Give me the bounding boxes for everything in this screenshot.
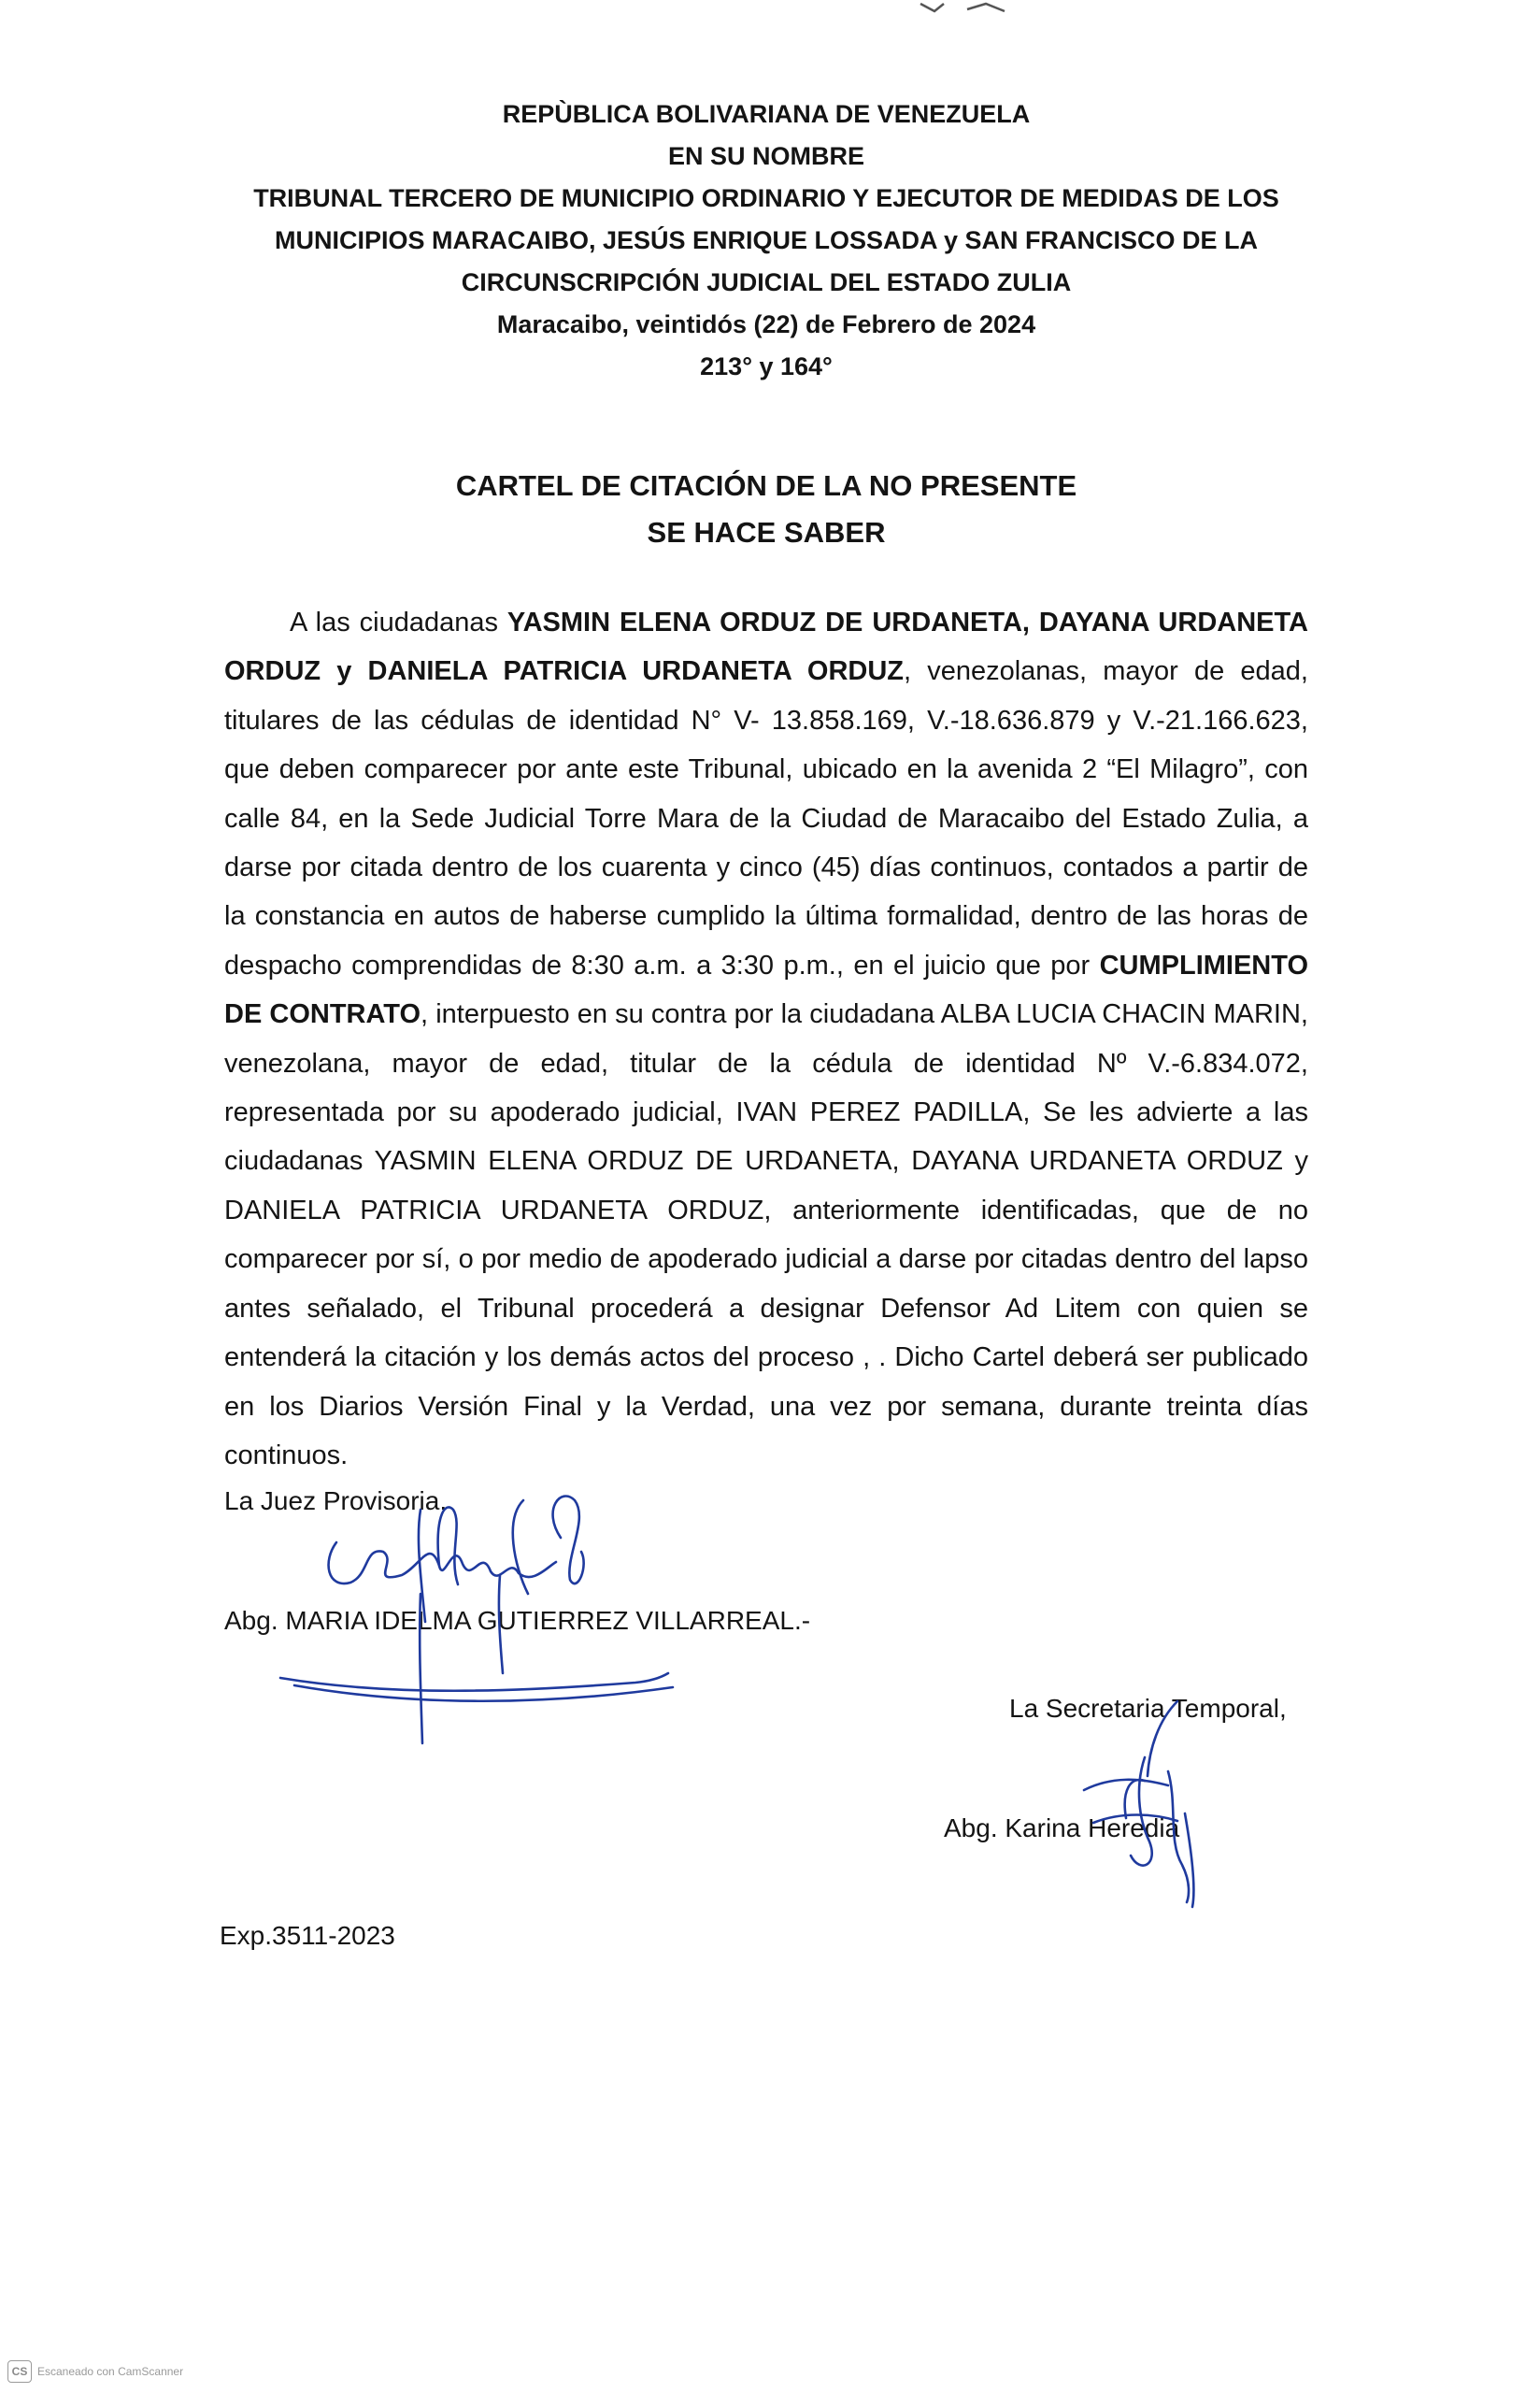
judge-title: La Juez Provisoria, [224,1486,448,1515]
title-se-hace-saber: SE HACE SABER [647,516,886,549]
body-text-1: , venezolanas, mayor de edad, titulares de las cédulas de identidad N° V- 13.858.169, V.-18.636.879 y V.-21.166.623, que deben comparecer por ante este Tribunal, ubicado en la avenida 2 “El Milagro”, con calle 84, en la Sede Judicial Torre Mara de la Ciudad de Maracaibo del Estado Zulia, a darse por citada dentro de los cuarenta y cinco (45) días continuos, contados a partir de la constancia en autos de haberse cumplido la última formalidad, dentro de las horas de despacho comprendidas de 8:30 a.m. a 3:30 p.m., en el juicio que por [224,656,1308,981]
judge-name: Abg. MARIA IDELMA GUTIERREZ VILLARREAL.- [224,1606,811,1635]
secretary-title: La Secretaria Temporal, [1009,1694,1287,1723]
case-type: CUMPLIMIENTO DE CONTRATO [224,950,1308,1030]
top-scan-marks [916,0,1019,19]
court-header [187,93,1346,388]
secretary-signature [1028,1701,1233,1916]
scanner-text: Escaneado con CamScanner [37,2365,184,2378]
citation-body [224,598,1308,1480]
document-title [187,463,1346,556]
scanner-watermark [7,2360,183,2383]
camscanner-logo-icon: CS [7,2360,32,2383]
header-tribunal: TRIBUNAL TERCERO DE MUNICIPIO ORDINARIO Y EJECUTOR DE MEDIDAS DE LOS [253,184,1279,212]
defendant-names: YASMIN ELENA ORDUZ DE URDANETA, DAYANA URDANETA ORDUZ y DANIELA PATRICIA URDANETA ORDUZ [224,608,1308,687]
secretary-name: Abg. Karina Heredia [944,1813,1180,1842]
expediente-number: Exp.3511-2023 [220,1921,395,1950]
header-en-su-nombre: EN SU NOMBRE [667,142,864,170]
body-intro: A las ciudadanas [290,608,507,638]
header-date: Maracaibo, veintidós (22) de Febrero de 2024 [496,310,1036,338]
header-circunscripcion: CIRCUNSCRIPCIÓN JUDICIAL DEL ESTADO ZULIA [461,268,1072,296]
header-municipios: MUNICIPIOS MARACAIBO, JESÚS ENRIQUE LOSSADA y SAN FRANCISCO DE LA [274,226,1259,254]
judge-signature [280,1482,766,1753]
header-years: 213° y 164° [700,352,833,380]
title-cartel: CARTEL DE CITACIÓN DE LA NO PRESENTE [455,469,1077,502]
header-republic: REPÙBLICA BOLIVARIANA DE VENEZUELA [502,100,1031,128]
body-text-2: , interpuesto en su contra por la ciudadana ALBA LUCIA CHACIN MARIN, venezolana, mayor de edad, titular de la cédula de identidad Nº V.-6.834.072, representada por su apoderado judicial, IVAN PEREZ PADILLA, Se les advierte a las ciudadanas YASMIN ELENA ORDUZ DE URDANETA, DAYANA URDANETA ORDUZ y DANIELA PATRICIA URDANETA ORDUZ, anteriormente identificadas, que de no comparecer por sí, o por medio de apoderado judicial a darse por citadas dentro del lapso antes señalado, el Tribunal procederá a designar Defensor Ad Litem con quien se entenderá la citación y los demás actos del proceso , . Dicho Cartel deberá ser publicado en los Diarios Versión Final y la Verdad, una vez por semana, durante treinta días continuos. [224,999,1308,1470]
